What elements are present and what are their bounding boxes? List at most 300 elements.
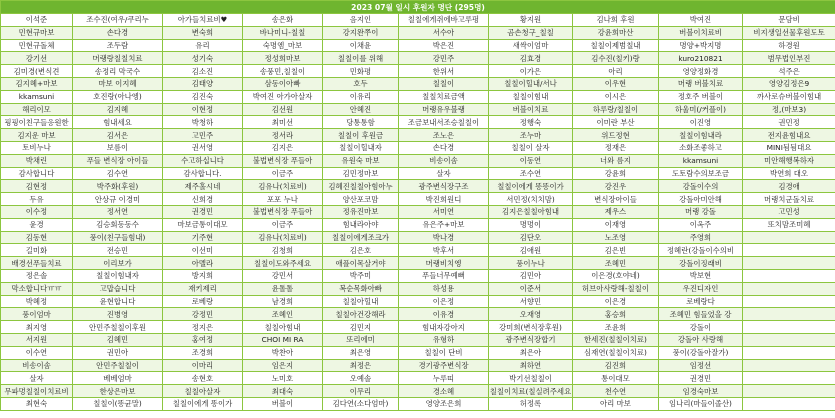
- donor-name-cell: 강기선: [1, 52, 73, 65]
- donor-name-cell: 고민성: [743, 205, 835, 218]
- donor-name-cell: 유리: [163, 39, 243, 52]
- donor-name-cell: 최정은: [323, 359, 399, 372]
- donor-name-cell: 김지혜+마보: [1, 77, 73, 90]
- table-row: [1, 26, 835, 39]
- table-row: [1, 282, 835, 295]
- table-row: [1, 141, 835, 154]
- donor-name-cell: kkamsuni: [659, 154, 743, 167]
- table-row: [1, 116, 835, 129]
- table-row: [1, 346, 835, 359]
- donor-name-cell: 푸들 변식장 아이들: [73, 154, 163, 167]
- donor-name-cell: [743, 359, 835, 372]
- donor-name-cell: 김현정: [1, 180, 73, 193]
- donor-name-cell: [743, 231, 835, 244]
- donor-name-cell: 하울미(/커플이): [659, 103, 743, 116]
- donor-name-cell: 강돌이징래비: [659, 257, 743, 270]
- donor-name-cell: 칠칠이도와주세요: [243, 257, 323, 270]
- donor-name-cell: 강윤희: [573, 167, 659, 180]
- donor-name-cell: 성기숙: [163, 52, 243, 65]
- table-row: [1, 205, 835, 218]
- donor-name-cell: CHOI MI RA: [243, 333, 323, 346]
- donor-name-cell: [743, 257, 835, 270]
- donor-name-cell: 유은주+마보: [399, 218, 489, 231]
- donor-name-cell: 임정선: [659, 359, 743, 372]
- donor-name-cell: 버블이: [243, 397, 323, 410]
- donor-name-cell: 칠칠이힐내/서나: [489, 77, 573, 90]
- donor-name-cell: 김유나(치료비): [243, 231, 323, 244]
- donor-name-cell: 김태양: [163, 77, 243, 90]
- donor-name-cell: 칠칠이 살자: [489, 141, 573, 154]
- donor-name-cell: 이진영: [659, 116, 743, 129]
- donor-name-cell: 김애원: [489, 244, 573, 257]
- donor-name-cell: 영양김정은9: [743, 77, 835, 90]
- donor-name-cell: 김유나(치료비): [243, 180, 323, 193]
- donor-name-cell: [743, 308, 835, 321]
- donor-name-cell: 박기선칠칠이: [489, 372, 573, 385]
- donor-name-cell: 호두: [323, 77, 399, 90]
- donor-name-cell: 아가들치료비♥: [163, 14, 243, 27]
- donor-name-cell: 경기광주변식장: [399, 359, 489, 372]
- donor-name-cell: 송은화: [243, 14, 323, 27]
- donor-name-cell: 김경애: [743, 180, 835, 193]
- donor-name-cell: kkamsuni: [1, 90, 73, 103]
- donor-name-cell: 감사합니다: [1, 167, 73, 180]
- table-row: [1, 39, 835, 52]
- table-row: [1, 193, 835, 206]
- donor-name-cell: 안민주칠칠이후원: [73, 321, 163, 334]
- donor-name-cell: 강돌이: [659, 321, 743, 334]
- donor-name-cell: 영양조은희: [399, 397, 489, 410]
- donor-name-cell: 숙명엠_마보: [243, 39, 323, 52]
- donor-name-cell: 김단오: [489, 231, 573, 244]
- table-row: [1, 397, 835, 410]
- donor-name-cell: 정서라: [243, 129, 323, 142]
- donor-name-cell: 윤경: [1, 218, 73, 231]
- donor-name-cell: 주영희: [659, 231, 743, 244]
- donor-name-cell: 또리에미: [323, 333, 399, 346]
- donor-name-cell: 권민정: [743, 116, 835, 129]
- donor-name-cell: 이선미: [163, 244, 243, 257]
- table-row: [1, 385, 835, 398]
- donor-name-cell: 칠칠이힐내자: [323, 141, 399, 154]
- donor-name-cell: 신희경: [163, 193, 243, 206]
- table-row: [1, 90, 835, 103]
- donor-name-cell: 조수연: [489, 167, 573, 180]
- donor-name-cell: 이금주: [243, 167, 323, 180]
- donor-name-cell: 최은아: [489, 346, 573, 359]
- donor-name-cell: 박연희 대오: [743, 167, 835, 180]
- donor-name-cell: 이우현: [573, 77, 659, 90]
- donor-name-cell: 안혜진: [323, 103, 399, 116]
- donor-name-cell: 박여진: [659, 14, 743, 27]
- donor-name-cell: 강진우: [573, 180, 659, 193]
- donor-name-cell: 칠칠이를 위해: [323, 52, 399, 65]
- donor-name-cell: 하성용: [399, 282, 489, 295]
- donor-name-cell: 칠칠이 단비: [399, 346, 489, 359]
- donor-name-cell: 통이대모: [573, 372, 659, 385]
- donor-name-cell: 김진희: [573, 359, 659, 372]
- donor-name-cell: 한세진(칠칠이치료): [573, 333, 659, 346]
- donor-name-cell: 머랭치군돌치료: [743, 193, 835, 206]
- donor-name-cell: 누루띠: [399, 372, 489, 385]
- donor-name-cell: 최하연: [489, 359, 573, 372]
- table-row: [1, 321, 835, 334]
- donor-name-cell: 막소합니다ㅠㅠ: [1, 282, 73, 295]
- donor-name-cell: 칠칠치료금액: [399, 90, 489, 103]
- donor-name-cell: 위드정현: [573, 129, 659, 142]
- donor-name-cell: 살자: [1, 372, 73, 385]
- donor-name-cell: 이은경: [573, 295, 659, 308]
- donor-name-cell: 이유경: [399, 308, 489, 321]
- table-row: [1, 167, 835, 180]
- donor-name-cell: 정서연: [73, 205, 163, 218]
- donor-name-cell: 이석준: [1, 14, 73, 27]
- donor-name-cell: 김혜진칠칠아힘아누: [323, 180, 399, 193]
- table-row: [1, 359, 835, 372]
- donor-name-cell: 포포 누나: [243, 193, 323, 206]
- donor-name-cell: 조혜민 힘들었을 강: [659, 308, 743, 321]
- donor-name-cell: 새싹이엄마: [489, 39, 573, 52]
- donor-name-cell: 이수정: [1, 205, 73, 218]
- donor-name-cell: 이미란 부산: [573, 116, 659, 129]
- donor-name-cell: 칠칠이제범칠내: [573, 39, 659, 52]
- donor-name-cell: 수고하십니다: [163, 154, 243, 167]
- donor-name-cell: 송현호: [163, 372, 243, 385]
- donor-name-cell: 민현규마보: [1, 26, 73, 39]
- donor-name-cell: 애플이목살거야: [323, 257, 399, 270]
- donor-name-cell: 이시은: [573, 90, 659, 103]
- donor-name-cell: 풍이(강돌아잘가): [659, 346, 743, 359]
- donor-name-cell: 김효경: [489, 52, 573, 65]
- donor-name-cell: 제주홀시네: [163, 180, 243, 193]
- donor-name-cell: [743, 333, 835, 346]
- donor-name-cell: 변숙희: [163, 26, 243, 39]
- donor-name-cell: 조경희: [163, 346, 243, 359]
- donor-name-cell: 칠칠이힘내자: [73, 269, 163, 282]
- donor-name-cell: 김선원: [243, 103, 323, 116]
- donor-name-cell: 로베랑: [163, 295, 243, 308]
- donor-name-cell: 권민아: [73, 346, 163, 359]
- donor-name-cell: 박주화(후원): [73, 180, 163, 193]
- donor-name-cell: 이금주: [243, 218, 323, 231]
- donor-name-cell: 머랭랑칠칠치료: [73, 52, 163, 65]
- donor-name-cell: 정,(마보3): [743, 103, 835, 116]
- donor-name-cell: 유원숙 마보: [323, 154, 399, 167]
- donor-name-cell: 박나경: [399, 231, 489, 244]
- donor-name-cell: 홍승희: [573, 308, 659, 321]
- donor-name-cell: 김나희 후원: [573, 14, 659, 27]
- donor-name-cell: 전지윤힘내요: [743, 129, 835, 142]
- donor-name-cell: 손다경: [399, 141, 489, 154]
- donor-name-cell: 김혜민: [73, 333, 163, 346]
- donor-name-cell: 강정민: [163, 308, 243, 321]
- donor-name-cell: 불법변식장 푸들아: [243, 205, 323, 218]
- donor-name-cell: 서향민: [489, 295, 573, 308]
- donor-name-cell: 머랭유우블랭: [399, 103, 489, 116]
- table-row: [1, 77, 835, 90]
- donor-name-cell: 이가은: [489, 65, 573, 78]
- donor-name-cell: MINI됨됨대요: [743, 141, 835, 154]
- donor-name-cell: 임나리(마들이졸산): [659, 397, 743, 410]
- donor-name-cell: [743, 282, 835, 295]
- donor-name-cell: 푸들너무예뻐: [399, 269, 489, 282]
- donor-name-cell: 김동현: [1, 231, 73, 244]
- donor-name-cell: 변식장아이들: [573, 193, 659, 206]
- donor-name-cell: 토비누나: [1, 141, 73, 154]
- table-row: [1, 14, 835, 27]
- donor-name-cell: [743, 372, 835, 385]
- donor-name-cell: 강돌이수의: [659, 180, 743, 193]
- donor-name-cell: 문담비: [743, 14, 835, 27]
- donor-name-cell: 감사합니다.: [163, 167, 243, 180]
- donor-name-cell: 박진희원디: [399, 193, 489, 206]
- donor-name-cell: 김미경(변식견: [1, 65, 73, 78]
- donor-name-cell: 권경민: [163, 205, 243, 218]
- donor-name-cell: 강윤희마산: [573, 26, 659, 39]
- donor-name-cell: 조혜인: [243, 308, 323, 321]
- donor-name-cell: 황지원: [489, 14, 573, 27]
- donor-name-cell: 명양+박지명: [659, 39, 743, 52]
- table-row: [1, 218, 835, 231]
- donor-name-cell: 양산포코맘: [323, 193, 399, 206]
- donor-name-cell: 힘내라아야: [323, 218, 399, 231]
- table-row: [1, 180, 835, 193]
- donor-name-cell: 핑핑이친구들응원한: [1, 116, 73, 129]
- donor-name-cell: 칠칠이에게 똥이가: [163, 397, 243, 410]
- donor-name-cell: 김서은: [73, 129, 163, 142]
- donor-name-cell: 김승회동동수: [73, 218, 163, 231]
- donor-name-cell: 풍이누나: [489, 257, 573, 270]
- donor-name-cell: 민화평: [323, 65, 399, 78]
- donor-name-cell: 김민지: [323, 321, 399, 334]
- donor-name-cell: 고민주: [163, 129, 243, 142]
- donor-name-cell: 호진랑(아나엥): [73, 90, 163, 103]
- donor-name-cell: 정재은: [573, 141, 659, 154]
- donor-name-cell: 칠칠에게쥐에바고루펑: [399, 14, 489, 27]
- table-row: [1, 295, 835, 308]
- donor-name-cell: 길미화: [1, 244, 73, 257]
- donor-name-cell: 불법변식장 푸들아: [243, 154, 323, 167]
- donor-name-cell: 박여진 아가아살자: [243, 90, 323, 103]
- donor-name-cell: 서수아: [399, 26, 489, 39]
- donor-name-cell: 칠칠이힘내: [489, 90, 573, 103]
- donor-name-cell: 유형하: [399, 333, 489, 346]
- donor-name-cell: 칠칠아건강해라: [323, 308, 399, 321]
- donor-name-cell: 김소진: [163, 65, 243, 78]
- donor-name-cell: 기주현: [163, 231, 243, 244]
- donor-name-cell: 이은경(호야네): [573, 269, 659, 282]
- donor-name-cell: 강돌아미안해: [659, 193, 743, 206]
- donor-name-cell: 삼동이아빠: [243, 77, 323, 90]
- title-row: [1, 1, 835, 14]
- donor-name-cell: 천수연: [573, 385, 659, 398]
- donor-name-cell: 이옥주: [659, 218, 743, 231]
- donor-name-cell: 살자: [399, 167, 489, 180]
- donor-name-cell: 힘내자강아지: [399, 321, 489, 334]
- donor-name-cell: 오재영: [489, 308, 573, 321]
- donor-name-cell: 이리보가: [73, 257, 163, 270]
- donor-name-cell: 복순목화아빠: [323, 282, 399, 295]
- donor-name-cell: 권서영: [163, 141, 243, 154]
- donor-name-cell: 조노은: [399, 129, 489, 142]
- table-row: [1, 129, 835, 142]
- donor-name-cell: 안민주칠칠이: [73, 359, 163, 372]
- donor-name-cell: 정행숙: [489, 116, 573, 129]
- donor-name-cell: 김민정마보: [323, 167, 399, 180]
- table-row: [1, 257, 835, 270]
- table-row: [1, 154, 835, 167]
- donor-name-cell: 노미호: [243, 372, 323, 385]
- donor-name-cell: 이유리: [323, 90, 399, 103]
- donor-name-cell: 칠칠이에게조크가: [323, 231, 399, 244]
- donor-name-cell: 까사로슈버블이힘내: [743, 90, 835, 103]
- donor-name-cell: 김다연(소다엄마): [323, 397, 399, 410]
- donor-name-cell: 김지은칠칠아힘내: [489, 205, 573, 218]
- table-row: [1, 65, 835, 78]
- donor-name-cell: 김지운 마보: [1, 129, 73, 142]
- donor-name-cell: [743, 385, 835, 398]
- donor-name-cell: 이채윤: [323, 39, 399, 52]
- donor-name-cell: 해리이모: [1, 103, 73, 116]
- donor-name-cell: 조윤희: [573, 321, 659, 334]
- table-row: [1, 231, 835, 244]
- donor-name-cell: 박은진: [399, 39, 489, 52]
- donor-name-cell: 강미희(변식장후원): [489, 321, 573, 334]
- donor-name-cell: 머랭 버블치료: [659, 77, 743, 90]
- donor-name-cell: 김수연: [73, 167, 163, 180]
- donor-name-cell: 칠칠아힐내: [323, 295, 399, 308]
- donor-name-cell: 머랭 강돌: [659, 205, 743, 218]
- donor-name-cell: 광주변식장합기: [489, 333, 573, 346]
- donor-name-cell: 강돌아 사랑해: [659, 333, 743, 346]
- donor-name-cell: 이재영: [573, 218, 659, 231]
- donor-name-cell: 소화조좋하고: [659, 141, 743, 154]
- donor-name-cell: 재키제리: [163, 282, 243, 295]
- donor-name-cell: 비송이솜: [1, 359, 73, 372]
- donor-name-cell: 정성희마보: [243, 52, 323, 65]
- donor-name-cell: 강민서: [243, 269, 323, 282]
- donor-name-cell: 또치맘조미혜: [743, 218, 835, 231]
- donor-name-cell: 민현규돌체: [1, 39, 73, 52]
- donor-name-cell: 김진숙: [163, 90, 243, 103]
- donor-name-cell: 권경민: [659, 372, 743, 385]
- donor-name-cell: 박후서: [399, 244, 489, 257]
- donor-name-cell: 마보 이지혜: [73, 77, 163, 90]
- donor-name-cell: 윤톨톨: [243, 282, 323, 295]
- donor-name-cell: 박채린: [1, 154, 73, 167]
- donor-name-cell: 칠칠이(똥균말): [73, 397, 163, 410]
- donor-name-cell: 남경희: [243, 295, 323, 308]
- donor-name-cell: 마보금통이대모: [163, 218, 243, 231]
- donor-name-cell: kuro210821: [659, 52, 743, 65]
- donor-name-cell: 석주은: [743, 65, 835, 78]
- donor-name-cell: 심재연(칠칠이치료): [573, 346, 659, 359]
- donor-name-cell: 아멜라: [163, 257, 243, 270]
- donor-name-cell: 이준서: [489, 282, 573, 295]
- donor-name-cell: 김은호: [323, 244, 399, 257]
- donor-name-cell: 윤현합니다: [73, 295, 163, 308]
- donor-name-cell: 김청희: [243, 244, 323, 257]
- donor-name-cell: 서지원: [1, 333, 73, 346]
- donor-name-cell: 김민아: [489, 269, 573, 282]
- donor-name-cell: 범무법인부진: [743, 52, 835, 65]
- donor-name-cell: 정은솔: [1, 269, 73, 282]
- donor-name-cell: 보름이: [73, 141, 163, 154]
- donor-name-cell: 박주미: [323, 269, 399, 282]
- donor-name-cell: 고맙습니다: [73, 282, 163, 295]
- donor-name-cell: 풍이(친구들힘내): [73, 231, 163, 244]
- donor-name-cell: 전승민: [73, 244, 163, 257]
- donor-name-cell: 미안해행복하자: [743, 154, 835, 167]
- donor-name-cell: 조누마: [489, 129, 573, 142]
- donor-name-cell: 진병영: [73, 308, 163, 321]
- table-row: [1, 52, 835, 65]
- donor-name-cell: 조두람: [73, 39, 163, 52]
- donor-name-cell: 박청하: [163, 116, 243, 129]
- donor-name-cell: 당통통함: [323, 116, 399, 129]
- donor-name-cell: 노조영: [573, 231, 659, 244]
- donor-name-cell: 허정록: [489, 397, 573, 410]
- donor-name-cell: 강민주: [399, 52, 489, 65]
- donor-name-cell: 한위서: [399, 65, 489, 78]
- donor-name-cell: 우진디자인: [659, 282, 743, 295]
- donor-name-cell: 서민정(치치맘): [489, 193, 573, 206]
- donor-name-cell: 아리: [573, 65, 659, 78]
- donor-name-cell: [743, 244, 835, 257]
- donor-name-cell: 김지혜: [73, 103, 163, 116]
- table-row: [1, 269, 835, 282]
- donor-name-cell: [743, 397, 835, 410]
- donor-name-cell: 박보현: [659, 269, 743, 282]
- donor-name-cell: 칠칠이 후원금: [323, 129, 399, 142]
- donor-name-cell: 김은빈: [573, 244, 659, 257]
- donor-name-cell: 음지인: [323, 14, 399, 27]
- donor-name-cell: 무파멍칠칠이치료비: [1, 385, 73, 398]
- table-row: [1, 308, 835, 321]
- donor-name-cell: 베베엄마: [73, 372, 163, 385]
- donor-name-cell: 칠칠이힘내라: [659, 129, 743, 142]
- donor-name-cell: 칠칠이: [399, 77, 489, 90]
- donor-name-cell: 칠칠아힘내: [243, 321, 323, 334]
- donor-name-cell: 이마리: [163, 359, 243, 372]
- donor-name-cell: 김지은: [243, 141, 323, 154]
- donor-name-cell: 명멍이: [489, 218, 573, 231]
- donor-name-cell: 영양정화경: [659, 65, 743, 78]
- donor-name-cell: 임경숙마보: [659, 385, 743, 398]
- donor-name-cell: 도토람수의보조금: [659, 167, 743, 180]
- donor-name-cell: 최대숙: [243, 385, 323, 398]
- donor-name-cell: 홍여정: [163, 333, 243, 346]
- donor-name-cell: 송정리 막국수: [73, 65, 163, 78]
- donor-name-cell: [743, 295, 835, 308]
- donor-name-cell: 최미선: [243, 116, 323, 129]
- donor-name-cell: [743, 346, 835, 359]
- donor-name-cell: 송풍민,칠칠이: [243, 65, 323, 78]
- donor-name-cell: 칠칠이에게 똥똥이가: [489, 180, 573, 193]
- donor-name-cell: 버블이치료: [489, 103, 573, 116]
- donor-name-cell: 박찬아: [243, 346, 323, 359]
- donor-name-cell: 하경원: [743, 39, 835, 52]
- donor-name-cell: 강지완쭈이: [323, 26, 399, 39]
- table-row: [1, 103, 835, 116]
- donor-name-cell: 이은정: [399, 295, 489, 308]
- donor-name-cell: 배경선푸들치료: [1, 257, 73, 270]
- donor-name-cell: 안상규 이경미: [73, 193, 163, 206]
- donor-name-cell: 칠칠아살자: [163, 385, 243, 398]
- donor-name-cell: 오예솔: [323, 372, 399, 385]
- donor-name-cell: 이현정: [163, 103, 243, 116]
- donor-name-cell: 두유: [1, 193, 73, 206]
